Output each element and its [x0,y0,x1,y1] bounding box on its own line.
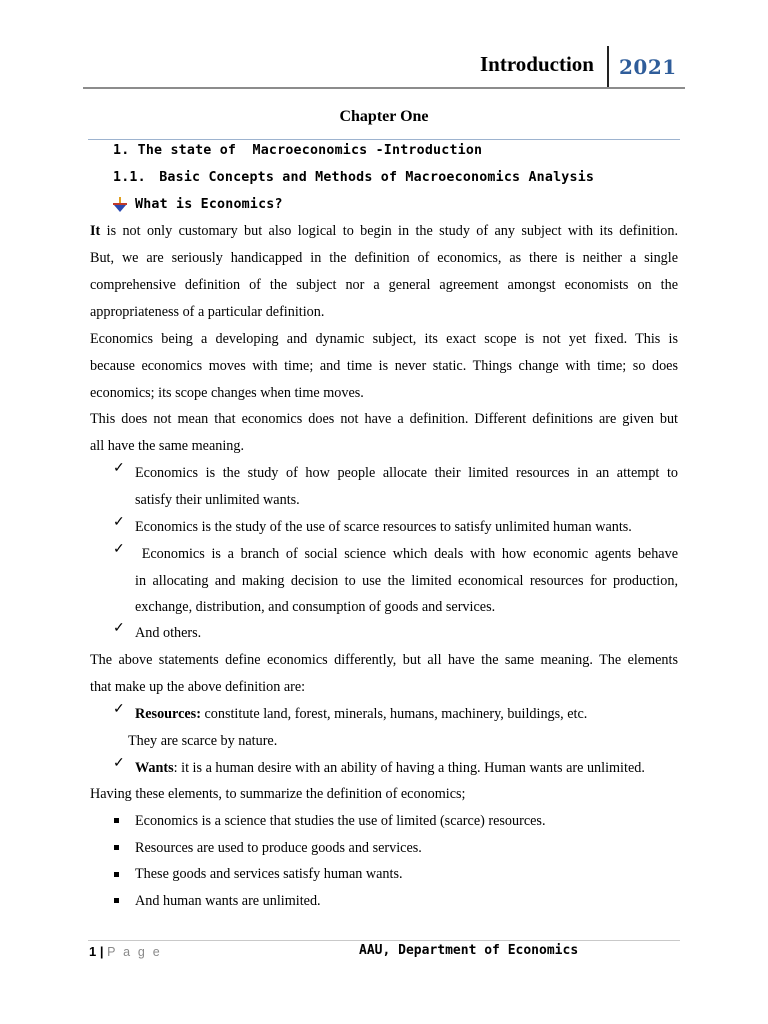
header-title: Introduction [480,52,594,76]
check-item-4-line1: And others. [135,625,202,641]
summary-item-3: These goods and services satisfy human wants. [135,866,403,882]
heading-2 [113,170,594,185]
wants-text: : it is a human desire with an ability of having a thing. Human wants are unlimited. [173,760,645,776]
check-icon: ✓ [113,621,125,636]
heading-1-number: 1. [113,143,130,158]
chapter-title: Chapter One [339,108,429,125]
page-word: P a g e [107,945,162,959]
check-item-1-line2: satisfy their unlimited wants. [135,492,300,508]
check-item-2-line1: Economics is the study of the use of scarce resources to satisfy unlimited human wants. [135,519,632,535]
resources-label: Resources: [135,706,201,722]
page-separator: | [99,944,104,959]
para5: Having these elements, to summarize the definition of economics; [90,786,466,802]
para1-line2: But, we are seriously handicapped in the definition of economics, as there is neither a single [90,250,678,266]
bullet-square-icon [114,898,119,903]
para3-line2: all have the same meaning. [90,438,245,454]
summary-item-2: Resources are used to produce goods and services. [135,840,422,856]
header-rule [83,87,685,89]
heading-1 [113,143,482,158]
wants-item [135,755,678,782]
resources-note: They are scarce by nature. [128,733,278,749]
bullet-square-icon [114,845,119,850]
bullet-square-icon [114,872,119,877]
para1-line1 [90,218,678,245]
heading-3: What is Economics? [135,197,283,212]
para2-line1: Economics being a developing and dynamic subject, its exact scope is not yet fixed. This is [90,331,678,347]
check-icon: ✓ [113,461,125,476]
footer-rule [88,940,680,941]
check-icon: ✓ [113,515,125,530]
para4-line2: that make up the above definition are: [90,679,306,695]
page-number: 1 [89,944,97,959]
check-item-3-line2: in allocating and making decision to use the limited economical resources for production, [135,573,678,589]
para2-line3: economics; its scope changes when time moves. [90,385,364,401]
check-icon: ✓ [113,756,125,771]
wants-label: Wants [135,760,174,776]
para1-line4: appropriateness of a particular definition. [90,304,325,320]
para4-line1: The above statements define economics differently, but all have the same meaning. The elements [90,652,678,668]
check-item-3-line1: Economics is a branch of social science which deals with how economic agents behave [135,546,678,562]
heading-2-text: Basic Concepts and Methods of Macroeconomics Analysis [159,170,595,185]
header-year: 2021 [619,55,677,79]
bullet-square-icon [114,818,119,823]
resources-item [135,701,678,728]
summary-item-4: And human wants are unlimited. [135,893,321,909]
check-icon: ✓ [113,542,125,557]
footer-page-indicator [89,944,162,959]
para1-line1-text: is not only customary but also logical to begin in the study of any subject with its definition. [100,223,678,239]
para3-line1: This does not mean that economics does not have a definition. Different definitions are given but [90,411,678,427]
footer-department: AAU, Department of Economics [359,943,579,958]
para1-line3: comprehensive definition of the subject nor a general agreement amongst economists on the [90,277,678,293]
chapter-rule [88,139,680,140]
check-item-3-line3: exchange, distribution, and consumption of goods and services. [135,599,496,615]
heading-1-text: The state of Macroeconomics -Introduction [137,143,483,158]
summary-item-1: Economics is a science that studies the use of limited (scarce) resources. [135,813,546,829]
check-item-1-line1: Economics is the study of how people allocate their limited resources in an attempt to [135,465,678,481]
check-icon: ✓ [113,702,125,717]
resources-text: constitute land, forest, minerals, humans, machinery, buildings, etc. [200,706,588,722]
header-divider [607,46,609,88]
para2-line2: because economics moves with time; and time is never static. Things change with time; so does [90,358,678,374]
para1-lead: It [90,223,101,239]
pin-icon [113,197,127,213]
heading-2-number: 1.1. [113,170,146,185]
